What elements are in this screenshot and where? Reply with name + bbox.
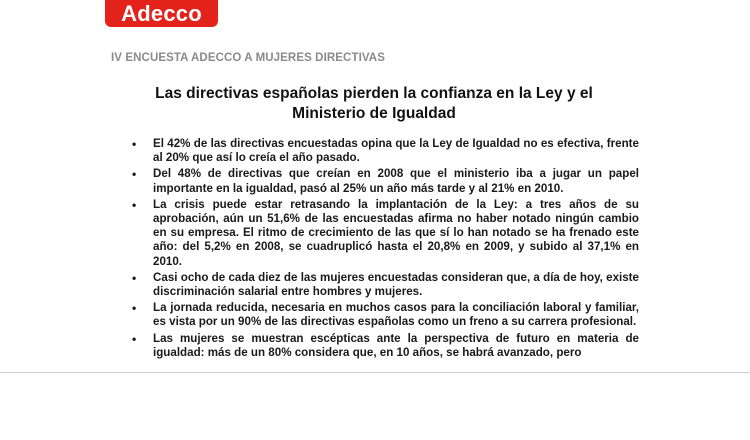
bullet-text: Casi ocho de cada diez de las mujeres encuestadas consideran que, a día de hoy, existe discriminación salarial entre hombres y mujeres.: [153, 270, 639, 299]
bullet-dot-icon: •: [132, 137, 137, 151]
bullet-list: [133, 137, 639, 362]
bullet-text: Del 48% de directivas que creían en 2008 que el ministerio iba a jugar un papel importante en la igualdad, pasó al 25% un año más tarde y al 21% en 2010.: [153, 167, 639, 195]
bullet-item: [133, 332, 639, 360]
bullet-dot-icon: •: [132, 167, 137, 182]
title-line-1: Las directivas españolas pierden la confianza en la Ley y el: [155, 85, 593, 102]
bullet-dot-icon: •: [132, 331, 137, 346]
bullet-dot-icon: •: [132, 197, 137, 212]
bullet-text: La crisis puede estar retrasando la implantación de la Ley: a tres años de su aprobación, aún un 51,6% de las encuestadas afirma no haber notado ningún cambio en su empresa. El ritmo de crecimiento de las que sí lo han notado se ha frenado este año: del 5,2% en 2008, se cuadruplicó hasta el 20,8% en 2009, y subido al 37,1% en 2010.: [153, 197, 639, 268]
bullet-dot-icon: •: [132, 301, 137, 316]
bullet-item: [133, 137, 639, 165]
bullet-text: Las mujeres se muestran escépticas ante la perspectiva de futuro en materia de igualdad: más de un 80% considera que, en 10 años, se habrá avanzado, pero: [153, 331, 639, 359]
title-line-2: Ministerio de Igualdad: [292, 105, 456, 122]
bullet-item: [133, 271, 639, 299]
bullet-item: [133, 198, 639, 269]
logo-text: Adecco: [121, 0, 202, 26]
bullet-text: La jornada reducida, necesaria en muchos casos para la conciliación laboral y familiar, es vista por un 90% de las directivas españolas como un freno a su carrera profesional.: [153, 301, 639, 329]
survey-heading: IV ENCUESTA ADECCO A MUJERES DIRECTIVAS: [111, 52, 385, 64]
bullet-item: [133, 167, 639, 195]
adecco-logo: [105, 0, 218, 27]
bullet-text: El 42% de las directivas encuestadas opina que la Ley de Igualdad no es efectiva, frente al 20% que así lo creía el año pasado.: [153, 137, 639, 165]
bullet-item: [133, 301, 639, 329]
bullet-dot-icon: •: [132, 270, 137, 285]
document-title: [110, 84, 638, 124]
